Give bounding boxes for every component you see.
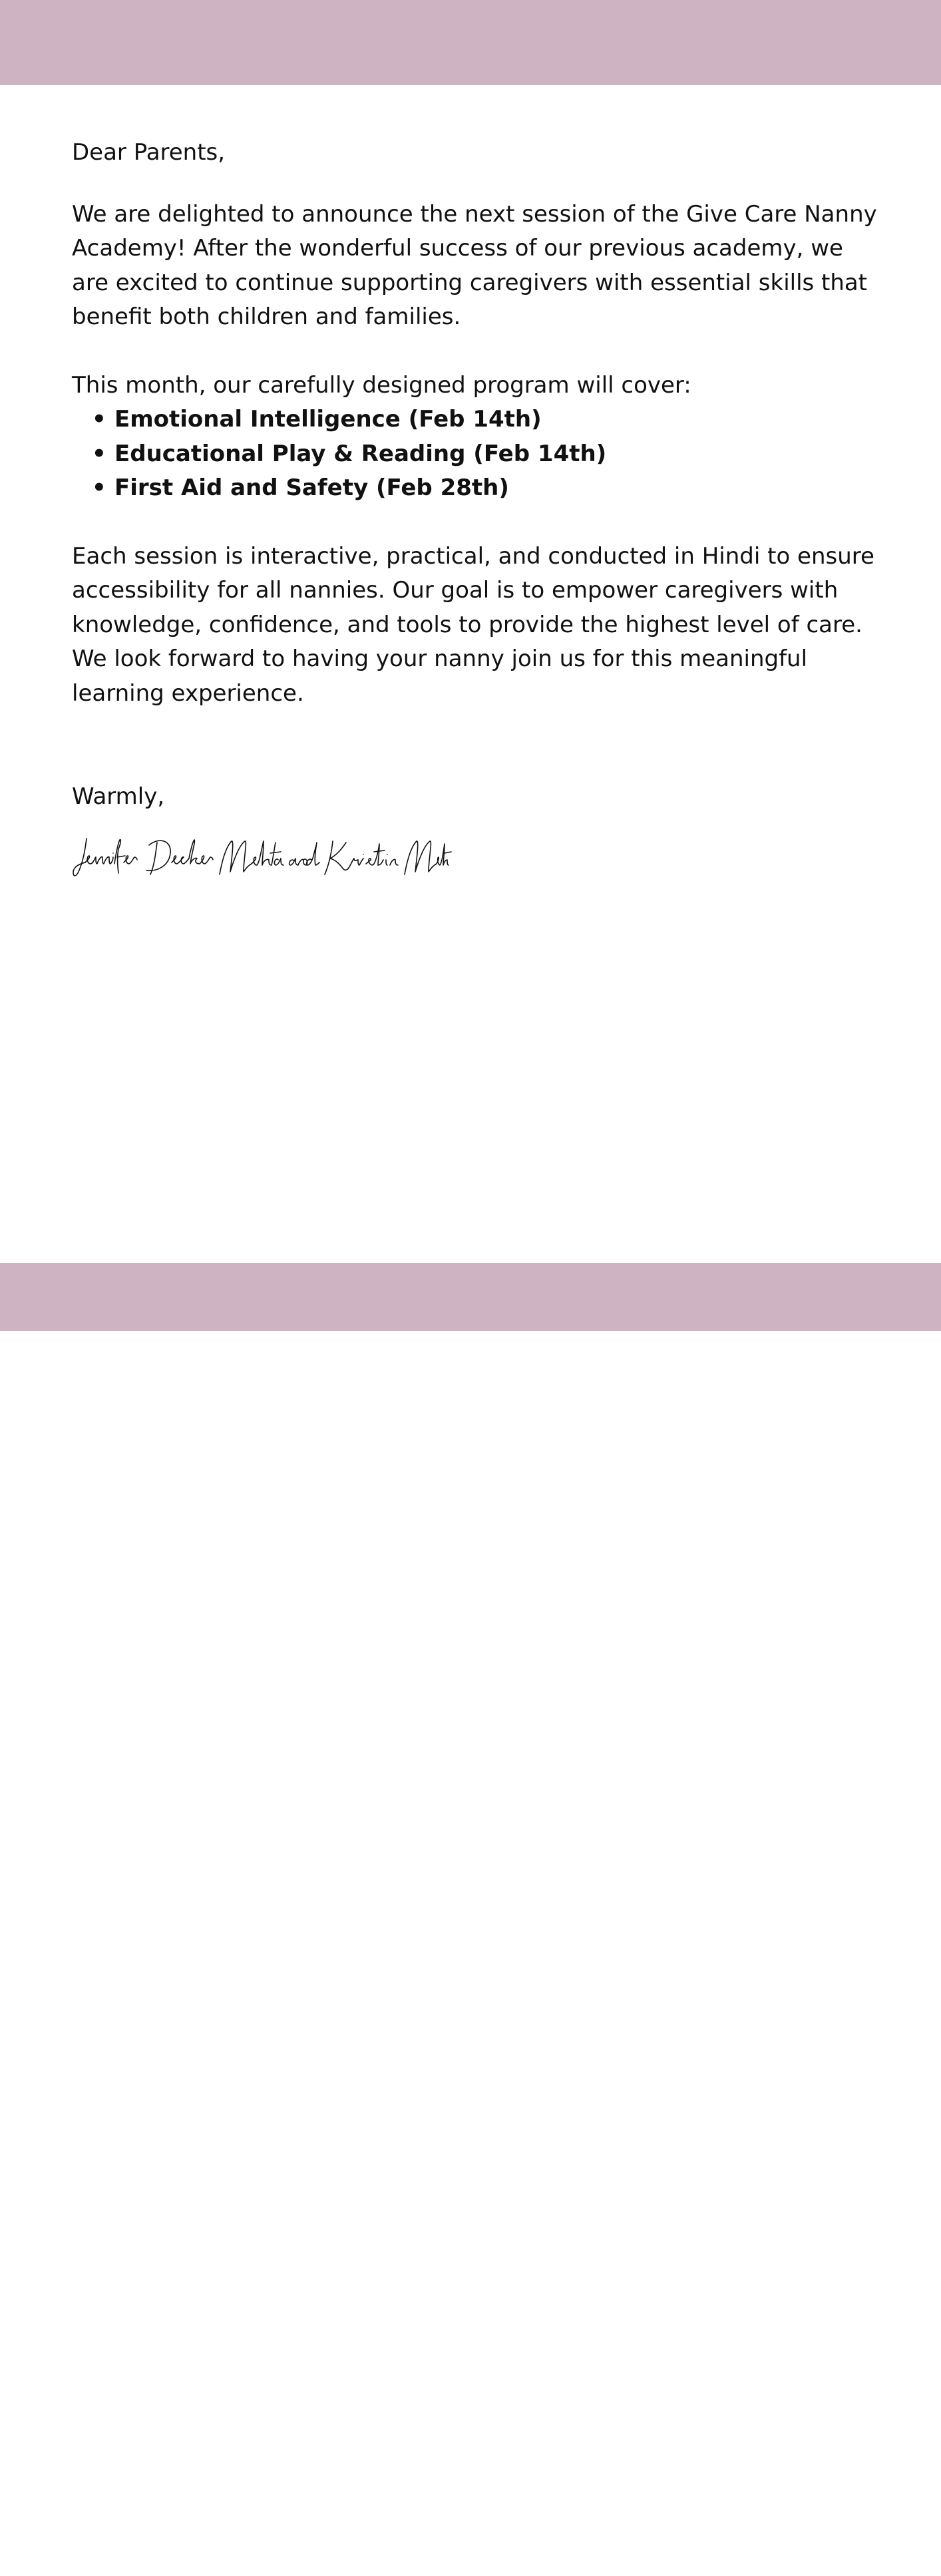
program-intro: This month, our carefully designed program will cover:: [72, 371, 691, 399]
topic-label: Educational Play & Reading (Feb 14th): [114, 440, 607, 467]
topic-label: Emotional Intelligence (Feb 14th): [114, 406, 542, 433]
topic-label: First Aid and Safety (Feb 28th): [114, 474, 509, 501]
bullet-icon: •: [92, 440, 106, 467]
bullet-icon: •: [92, 474, 106, 501]
bullet-icon: •: [92, 406, 106, 433]
version-label: V.1.26.1: [11, 2557, 81, 2576]
header-band: [0, 0, 941, 85]
letter-body: [72, 136, 884, 882]
topic-list: [72, 403, 884, 506]
list-item: [92, 437, 884, 472]
list-item: [92, 471, 884, 506]
footer-band: [0, 1263, 941, 2576]
greeting: Dear Parents,: [72, 139, 226, 166]
signature: [72, 833, 451, 882]
intro-paragraph: We are delighted to announce the next session of the Give Care Nanny Academy! After the wonderful success of our previous academy, we are excited to continue supporting caregivers with essential skills that benefit both children and families.: [72, 200, 877, 330]
list-item: [92, 403, 884, 437]
page-number: 1: [886, 2541, 904, 2571]
signoff: Warmly,: [72, 783, 165, 810]
details-paragraph: Each session is interactive, practical, and conducted in Hindi to ensure accessibility for all nannies. Our goal is to empower caregivers with knowledge, confidence, and tools to provide the highest level of care. We look forward to having your nanny join us for this meaningful learning experience.: [72, 542, 874, 707]
